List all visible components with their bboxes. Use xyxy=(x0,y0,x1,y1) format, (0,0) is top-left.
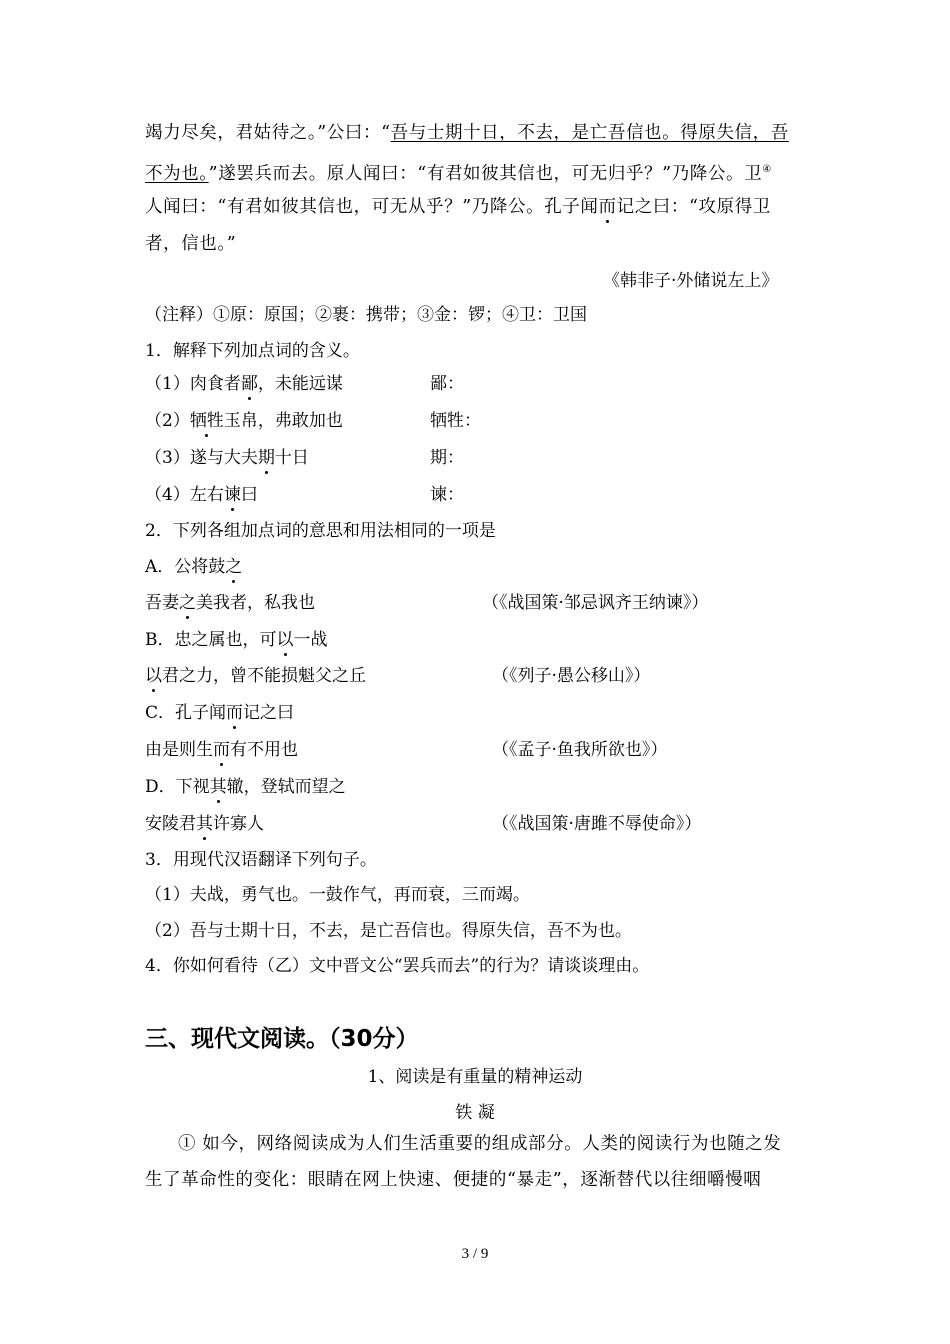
q3-sentence-1: （1）夫战，勇气也。一鼓作气，再而衰，三而竭。 xyxy=(145,885,530,905)
q2-option-b-compare: 以君之力，曾不能损魁父之丘 xyxy=(145,666,366,686)
q3-title: 3．用现代汉语翻译下列句子。 xyxy=(145,850,377,870)
q1-item: （1）肉食者鄙，未能远谋 xyxy=(145,374,343,394)
section-heading: 三、现代文阅读。（30分） xyxy=(145,1026,419,1052)
q1-item: （2）牺牲玉帛，弗敢加也 xyxy=(145,411,343,431)
q2-option-a: A．公将鼓之 xyxy=(145,557,243,577)
passage-notes: （注释）①原：原国；②裹：携带；③金：锣；④卫：卫国 xyxy=(145,305,587,325)
page-number: 3 / 9 xyxy=(461,1246,489,1262)
q2-option-d-compare: 安陵君其许寡人 xyxy=(145,814,264,834)
q1-item: （4）左右谏曰 xyxy=(145,485,258,505)
q1-answer: 期： xyxy=(430,448,464,468)
article-paragraph-1-cont: 生了革命性的变化：眼睛在网上快速、便捷的“暴走”，逐渐替代以往细嚼慢咽 xyxy=(145,1170,762,1190)
q2-option-a-source: （《战国策·邹忌讽齐王纳谏》） xyxy=(482,593,709,613)
q1-answer: 谏： xyxy=(430,485,464,505)
q1-answer: 牺牲： xyxy=(430,411,481,431)
q2-option-c-compare: 由是则生而有不用也 xyxy=(145,740,298,760)
q3-sentence-2: （2）吾与士期十日，不去，是亡吾信也。得原失信，吾不为也。 xyxy=(145,921,632,941)
q4-question: 4．你如何看待（乙）文中晋文公“罢兵而去”的行为？请谈谈理由。 xyxy=(145,956,650,976)
passage-line-4: 者，信也。” xyxy=(145,234,237,254)
passage-line-2: 不为也。”遂罢兵而去。原人闻曰：“有君如彼其信也，可无归乎？”乃降公。卫④ xyxy=(145,164,772,184)
q2-option-c-source: （《孟子·鱼我所欲也》） xyxy=(492,740,668,760)
q2-option-d-source: （《战国策·唐雎不辱使命》） xyxy=(492,814,702,834)
article-title: 1、阅读是有重量的精神运动 xyxy=(367,1067,583,1087)
q2-option-b: B．忠之属也，可以一战 xyxy=(145,630,328,650)
passage-line-3: 人闻曰：“有君如彼其信也，可无从乎？”乃降公。孔子闻而记之曰：“攻原得卫 xyxy=(145,197,771,217)
q1-title: 1．解释下列加点词的含义。 xyxy=(145,341,360,361)
article-author: 铁 凝 xyxy=(455,1103,495,1123)
passage-line-1: 竭力尽矣，君姑待之。”公曰：“吾与士期十日，不去，是亡吾信也。得原失信，吾 xyxy=(145,123,789,143)
q2-option-d: D．下视其辙，登轼而望之 xyxy=(145,777,346,797)
q2-option-c: C．孔子闻而记之曰 xyxy=(145,703,295,723)
q1-item: （3）遂与大夫期十日 xyxy=(145,448,309,468)
q2-option-b-source: （《列子·愚公移山》） xyxy=(492,666,651,686)
q2-option-a-compare: 吾妻之美我者，私我也 xyxy=(145,593,315,613)
q1-answer: 鄙： xyxy=(430,374,464,394)
passage-source: 《韩非子·外储说左上》 xyxy=(603,271,779,291)
article-paragraph-1: ① 如今，网络阅读成为人们生活重要的组成部分。人类的阅读行为也随之发 xyxy=(178,1134,782,1154)
q2-title: 2．下列各组加点词的意思和用法相同的一项是 xyxy=(145,521,496,541)
